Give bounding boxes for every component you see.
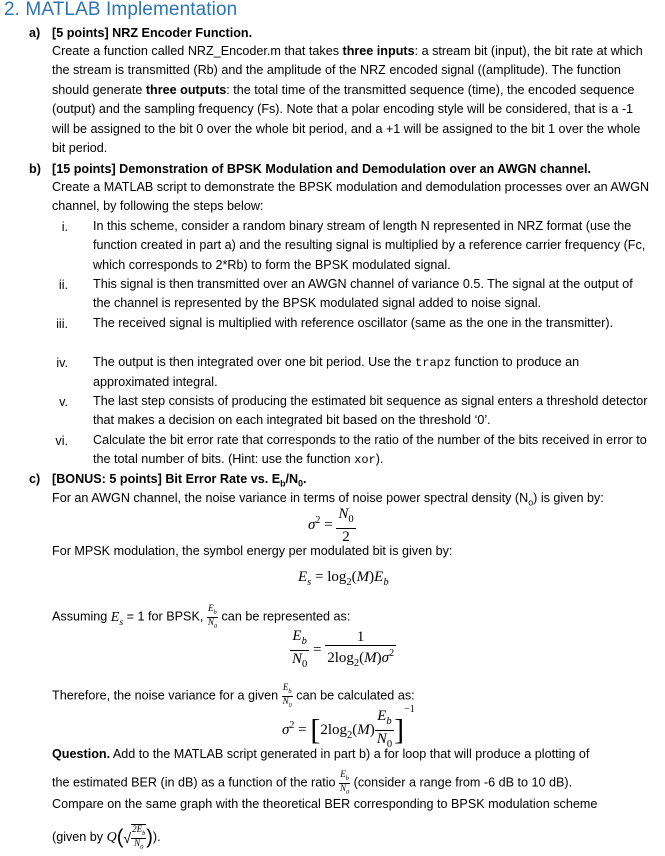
question-line-4: (given by Q(√ $\frac{2E_b}{N_0}$ )). [52, 824, 161, 851]
item-num: ii. [58, 278, 68, 292]
equation-variance-given: $\sigma^2 = [2\log_2(M)$ $\frac{E_b}{N_0}$ ]$^{-1}$ [282, 704, 415, 751]
code-trapz: trapz [415, 356, 452, 370]
equation-noise-variance: $\sigma^2$ = $\frac{N_0}{2}$ [308, 506, 354, 545]
item-num: iii. [56, 317, 68, 331]
list-item: The received signal is multiplied with reference oscillator (same as the one in the transmitter). [93, 316, 614, 330]
part-b-intro: Create a MATLAB script to demonstrate the BPSK modulation and demodulation processes over an AWGN channel, by following the steps below: [52, 180, 650, 214]
part-b-label: b) [29, 162, 41, 176]
item-num: v. [59, 395, 68, 409]
item-num: i. [61, 220, 68, 234]
part-b-title: [15 points] Demonstration of BPSK Modulation and Demodulation over an AWGN channel. [52, 162, 591, 176]
part-a-label: a) [29, 26, 41, 40]
symbol-energy-text: For MPSK modulation, the symbol energy per modulated bit is given by: [52, 544, 453, 558]
part-c-label: c) [29, 472, 41, 486]
code-xor: xor [354, 453, 376, 468]
list-item: Calculate the bit error rate that corresponds to the ratio of the number of the bits received in error to the total number of bits. (Hint: use the function xor). [93, 433, 647, 468]
part-a-title: [5 points] NRZ Encoder Function. [52, 26, 253, 40]
item-num: iv. [56, 356, 68, 370]
list-item: This signal is then transmitted over an AWGN channel of variance 0.5. The signal at the output of the channel is represented by the BPSK modulated signal added to noise signal. [93, 277, 633, 311]
list-item: The output is then integrated over one bit period. Use the trapz function to produce an approximated integral. [93, 355, 580, 390]
part-c-title: [BONUS: 5 points] Bit Error Rate vs. $E_b/N_0$. [52, 472, 307, 489]
list-item: In this scheme, consider a random binary stream of length N represented in NRZ format (use the function created in part a) and the resulting signal is multiplied by a reference carrier frequency (Fc, which corresponds to 2*Rb) to form the BPSK modulated signal. [93, 219, 646, 272]
list-item: The last step consists of producing the estimated bit sequence as signal enters a threshold detector that makes a decision on each integrated bit based on the threshold ‘0’. [93, 394, 648, 428]
section-heading: 2. MATLAB Implementation [4, 0, 238, 20]
equation-symbol-energy: $E_s = \log_2(M)E_b$ [298, 569, 389, 588]
question-line-1: Question. Add to the MATLAB script generated in part b) a for loop that will produce a plotting of [52, 747, 590, 761]
noise-variance-text: For an AWGN channel, the noise variance in terms of noise power spectral density $(N_o)$ is given by: [52, 491, 604, 508]
therefore-text: Therefore, the noise variance for a given $\frac{E_b}{N_0}$ can be calculated as: [52, 682, 415, 709]
question-line-2: the estimated BER (in dB) as a function of the ratio $\frac{E_b}{N_0}$ (consider a range from -6 dB to 10 dB). [52, 769, 573, 796]
equation-ebn0: $\frac{E_b}{N_0}$ = $\frac{1}{2\log_2(M)\sigma^2}$ [292, 628, 395, 670]
item-num: vi. [55, 434, 68, 448]
part-a-body: Create a function called NRZ_Encoder.m that takes three inputs: a stream bit (input), the bit rate at which the stream is transmitted (Rb) and the amplitude of the NRZ encoded signal ((amplitude). The function should generate three outputs: the total time of the transmitted sequence (time), the encoded sequence (output) and the sampling frequency (Fs). Note that a polar encoding style will be considered, that is a -1 will be assigned to the bit 0 over the whole bit period, and a +1 will be assigned to the bit 1 over the whole bit period. [52, 44, 643, 156]
question-line-3: Compare on the same graph with the theoretical BER corresponding to BPSK modulation scheme [52, 797, 598, 811]
assuming-text: Assuming $E_s = 1$ for BPSK, $\frac{E_b}{N_0}$ can be represented as: [52, 603, 351, 630]
